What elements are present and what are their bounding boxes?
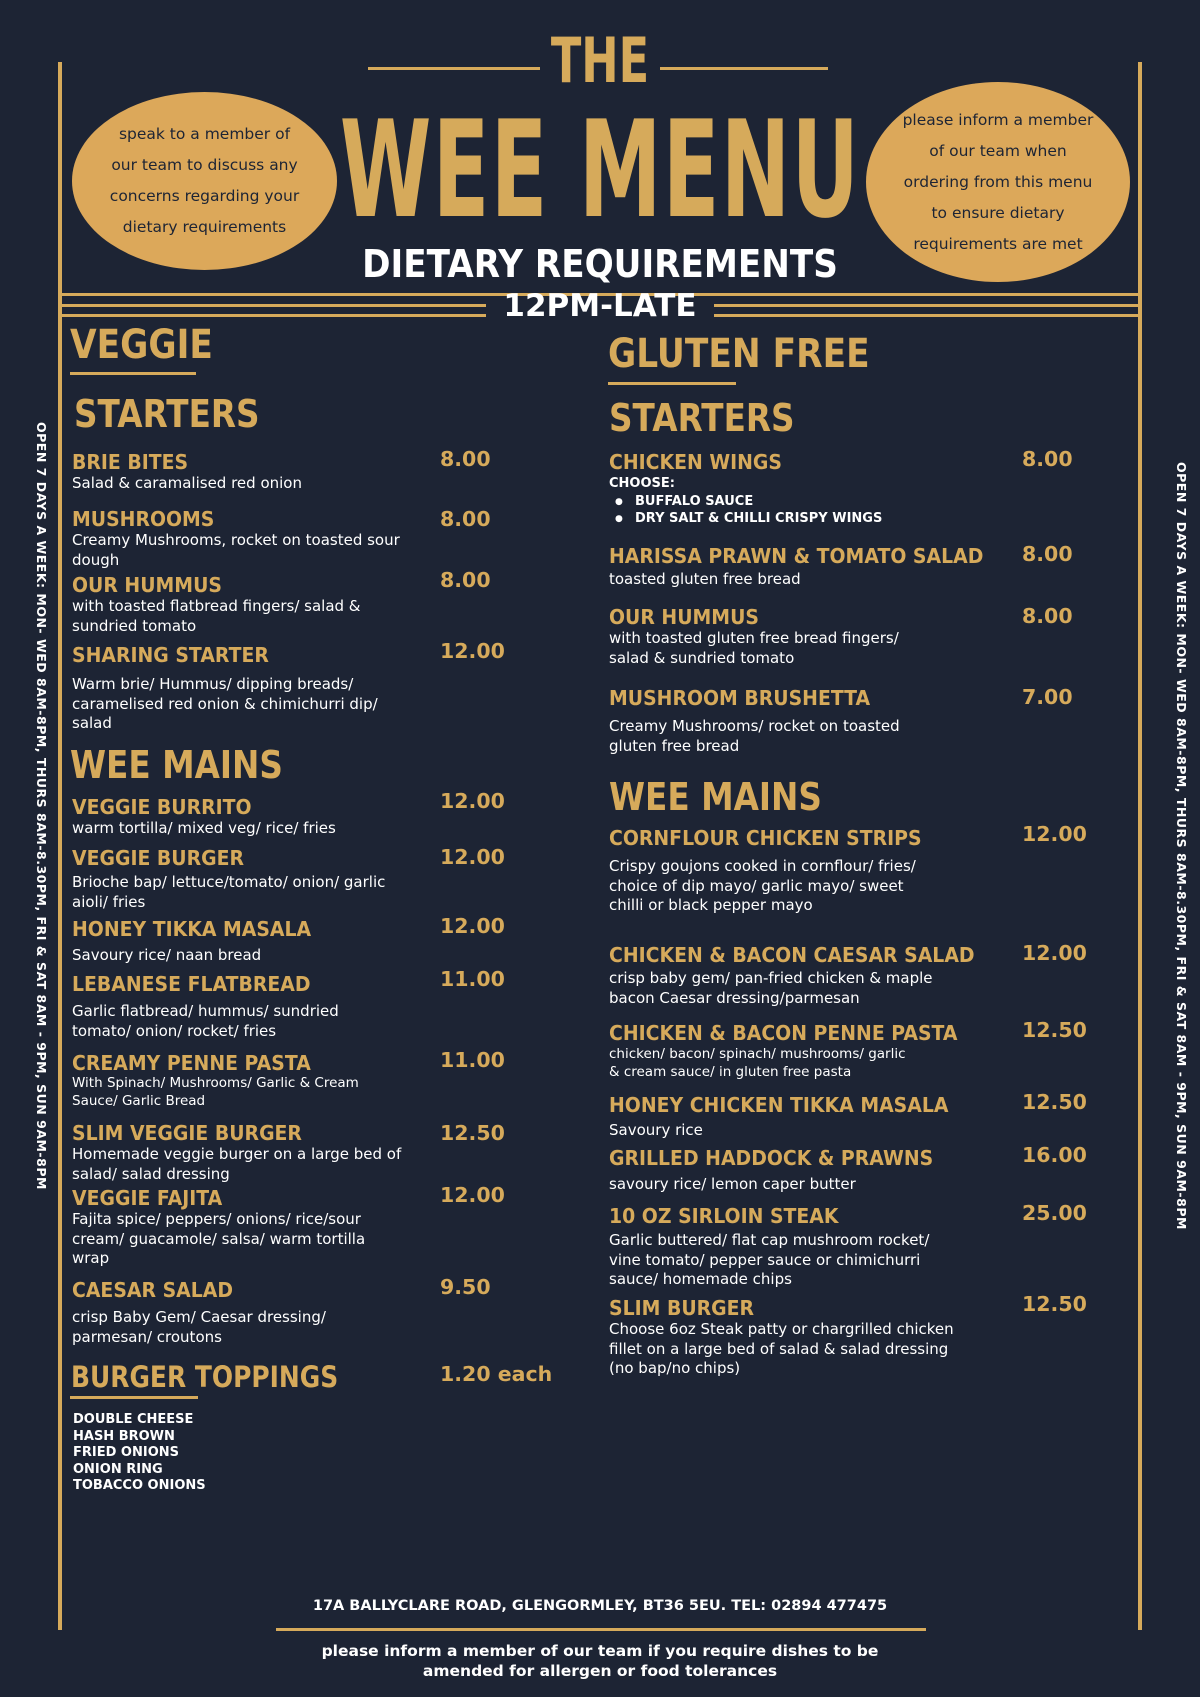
allergen-note-text: please inform a member of our team if you require dishes to be amended for allergen or food tolerances [321,1642,879,1680]
item-desc: savoury rice/ lemon caper butter [609,1175,856,1193]
gf-main-item [609,826,939,916]
left-info-oval [72,92,337,270]
gf-mains-heading: WEE MAINS [609,775,822,819]
opening-hours-right: OPEN 7 DAYS A WEEK: MON- WED 8AM-8PM, THURS 8AM-8.30PM, FRI & SAT 8AM - 9PM, SUN 9AM-8PM [1174,462,1189,1230]
gf-main-item [609,1204,949,1290]
toppings-price: 1.20 each [440,1362,553,1386]
veggie-starter-item [72,507,422,570]
item-price: 12.00 [1022,822,1087,846]
item-price: 12.50 [440,1121,505,1145]
item-desc: CHOOSE: [609,476,675,491]
item-desc: With Spinach/ Mushrooms/ Garlic & Cream Sauce/ Garlic Bread [72,1075,359,1109]
item-desc: chicken/ bacon/ spinach/ mushrooms/ garlic & cream sauce/ in gluten free pasta [609,1046,906,1080]
item-price: 11.00 [440,967,505,991]
item-name: BRIE BITES [72,450,189,474]
item-name: CHICKEN & BACON PENNE PASTA [609,1021,958,1045]
item-name: OUR HUMMUS [609,605,759,629]
item-price: 12.00 [440,914,505,938]
gf-main-item [609,1093,969,1141]
wing-sauce-options [609,493,969,527]
sauce-option: ● DRY SALT & CHILLI CRISPY WINGS [609,510,969,527]
gf-main-item [609,1146,969,1195]
item-name: CAESAR SALAD [72,1278,234,1302]
item-desc: crisp Baby Gem/ Caesar dressing/ parmesan/ croutons [72,1308,326,1346]
veggie-heading: VEGGIE [70,322,213,368]
sauce-option: ● BUFFALO SAUCE [609,493,969,510]
item-name: HONEY TIKKA MASALA [72,917,312,941]
item-name: HONEY CHICKEN TIKKA MASALA [609,1093,949,1117]
item-name: SLIM VEGGIE BURGER [72,1121,302,1145]
restaurant-address: 17A BALLYCLARE ROAD, GLENGORMLEY, BT36 5EU. TEL: 02894 477475 [312,1598,888,1614]
item-price: 8.00 [440,507,491,531]
item-price: 7.00 [1022,685,1073,709]
veggie-main-item [72,1121,422,1184]
allergen-note [0,1641,1200,1681]
veggie-underline [70,372,196,375]
toppings-underline [70,1396,198,1399]
item-desc: with toasted flatbread fingers/ salad & sundried tomato [72,597,361,635]
item-price: 8.00 [440,568,491,592]
item-desc: toasted gluten free bread [609,570,801,588]
item-price: 9.50 [440,1275,491,1299]
veggie-starters-heading: STARTERS [74,392,260,436]
item-name: CHICKEN & BACON CAESAR SALAD [609,943,975,967]
item-name: CHICKEN WINGS [609,450,783,474]
gf-starter-item [609,450,969,527]
item-price: 12.50 [1022,1090,1087,1114]
gf-starter-item [609,544,989,590]
item-name: LEBANESE FLATBREAD [72,972,311,996]
item-name: CREAMY PENNE PASTA [72,1051,311,1075]
item-name: HARISSA PRAWN & TOMATO SALAD [609,544,984,568]
item-name: VEGGIE BURRITO [72,795,252,819]
item-desc: Garlic flatbread/ hummus/ sundried tomato/ onion/ rocket/ fries [72,1002,339,1040]
veggie-main-item [72,1186,402,1269]
item-price: 8.00 [440,447,491,471]
item-name: 10 OZ SIRLOIN STEAK [609,1204,839,1228]
left-oval-text: speak to a member of our team to discuss any concerns regarding your dietary requirements [109,125,300,236]
item-price: 12.00 [440,639,505,663]
item-desc: Salad & caramalised red onion [72,474,302,492]
item-desc: Brioche bap/ lettuce/tomato/ onion/ garlic aioli/ fries [72,873,386,911]
gf-main-item [609,943,975,1008]
veggie-mains-heading: WEE MAINS [70,743,283,787]
item-price: 12.00 [440,789,505,813]
topping-item: HASH BROWN [73,1428,175,1444]
item-price: 8.00 [1022,542,1073,566]
item-name: SLIM BURGER [609,1296,755,1320]
gf-starters-heading: STARTERS [609,396,795,440]
item-desc: Crispy goujons cooked in cornflour/ fries/ choice of dip mayo/ garlic mayo/ sweet chilli or black pepper mayo [609,857,916,914]
veggie-main-item [72,1278,372,1347]
item-price: 12.00 [440,845,505,869]
item-desc: Creamy Mushrooms/ rocket on toasted gluten free bread [609,717,900,755]
gf-starter-item [609,605,939,668]
veggie-main-item [72,795,422,839]
veggie-main-item [72,972,372,1041]
item-desc: Garlic buttered/ flat cap mushroom rocket/ vine tomato/ pepper sauce or chimichurri sauce/ homemade chips [609,1231,930,1288]
gf-main-item [609,1021,958,1081]
item-desc: crisp baby gem/ pan-fried chicken & maple bacon Caesar dressing/parmesan [609,969,933,1007]
burger-toppings-heading: BURGER TOPPINGS [71,1360,339,1394]
item-desc: with toasted gluten free bread fingers/ salad & sundried tomato [609,629,899,667]
topping-item: ONION RING [73,1461,163,1477]
opening-hours-left: OPEN 7 DAYS A WEEK: MON- WED 8AM-8PM, THURS 8AM-8.30PM, FRI & SAT 8AM - 9PM, SUN 9AM-8PM [34,422,49,1190]
right-oval-text: please inform a member of our team when ordering from this menu to ensure dietary requirements are met [902,110,1094,253]
item-desc: Warm brie/ Hummus/ dipping breads/ caramelised red onion & chimichurri dip/ salad [72,675,378,732]
item-desc: Savoury rice [609,1121,703,1139]
item-desc: Homemade veggie burger on a large bed of salad/ salad dressing [72,1145,402,1183]
item-price: 25.00 [1022,1201,1087,1225]
gluten-free-underline [608,382,736,385]
item-name: SHARING STARTER [72,643,269,667]
item-name: OUR HUMMUS [72,573,222,597]
veggie-starter-item [72,573,412,636]
item-desc: Choose 6oz Steak patty or chargrilled chicken fillet on a large bed of salad & salad dressing (no bap/no chips) [609,1320,954,1377]
item-price: 12.00 [440,1183,505,1207]
page-subtitle: DIETARY REQUIREMENTS [362,242,838,286]
right-info-oval [866,82,1130,282]
item-price: 12.00 [1022,941,1087,965]
title-the: THE [550,24,650,97]
gluten-free-heading: GLUTEN FREE [608,331,870,377]
veggie-starter-item [72,450,422,494]
veggie-main-item [72,846,412,912]
gf-starter-item [609,686,929,756]
service-hours: 12PM-LATE [503,288,697,324]
topping-item: DOUBLE CHEESE [73,1412,194,1427]
item-name: MUSHROOMS [72,507,215,531]
item-desc: Creamy Mushrooms, rocket on toasted sour dough [72,531,400,569]
item-desc: Fajita spice/ peppers/ onions/ rice/sour cream/ guacamole/ salsa/ warm tortilla wrap [72,1210,366,1267]
item-name: CORNFLOUR CHICKEN STRIPS [609,826,922,850]
item-price: 11.00 [440,1048,505,1072]
footer-rule [276,1628,926,1631]
item-name: VEGGIE FAJITA [72,1186,223,1210]
item-price: 8.00 [1022,447,1073,471]
item-price: 12.50 [1022,1292,1087,1316]
gf-main-item [609,1296,969,1379]
veggie-main-item [72,1051,392,1110]
item-desc: Savoury rice/ naan bread [72,946,262,964]
item-name: GRILLED HADDOCK & PRAWNS [609,1146,934,1170]
toppings-list [73,1412,206,1495]
veggie-starter-item [72,643,402,734]
item-price: 8.00 [1022,604,1073,628]
veggie-main-item [72,917,422,966]
item-name: MUSHROOM BRUSHETTA [609,686,871,710]
topping-item: FRIED ONIONS [73,1445,179,1460]
topping-item: TOBACCO ONIONS [73,1478,206,1493]
item-price: 16.00 [1022,1143,1087,1167]
page-title: WEE MENU [339,92,861,248]
item-name: VEGGIE BURGER [72,846,245,870]
item-price: 12.50 [1022,1018,1087,1042]
item-desc: warm tortilla/ mixed veg/ rice/ fries [72,819,336,837]
